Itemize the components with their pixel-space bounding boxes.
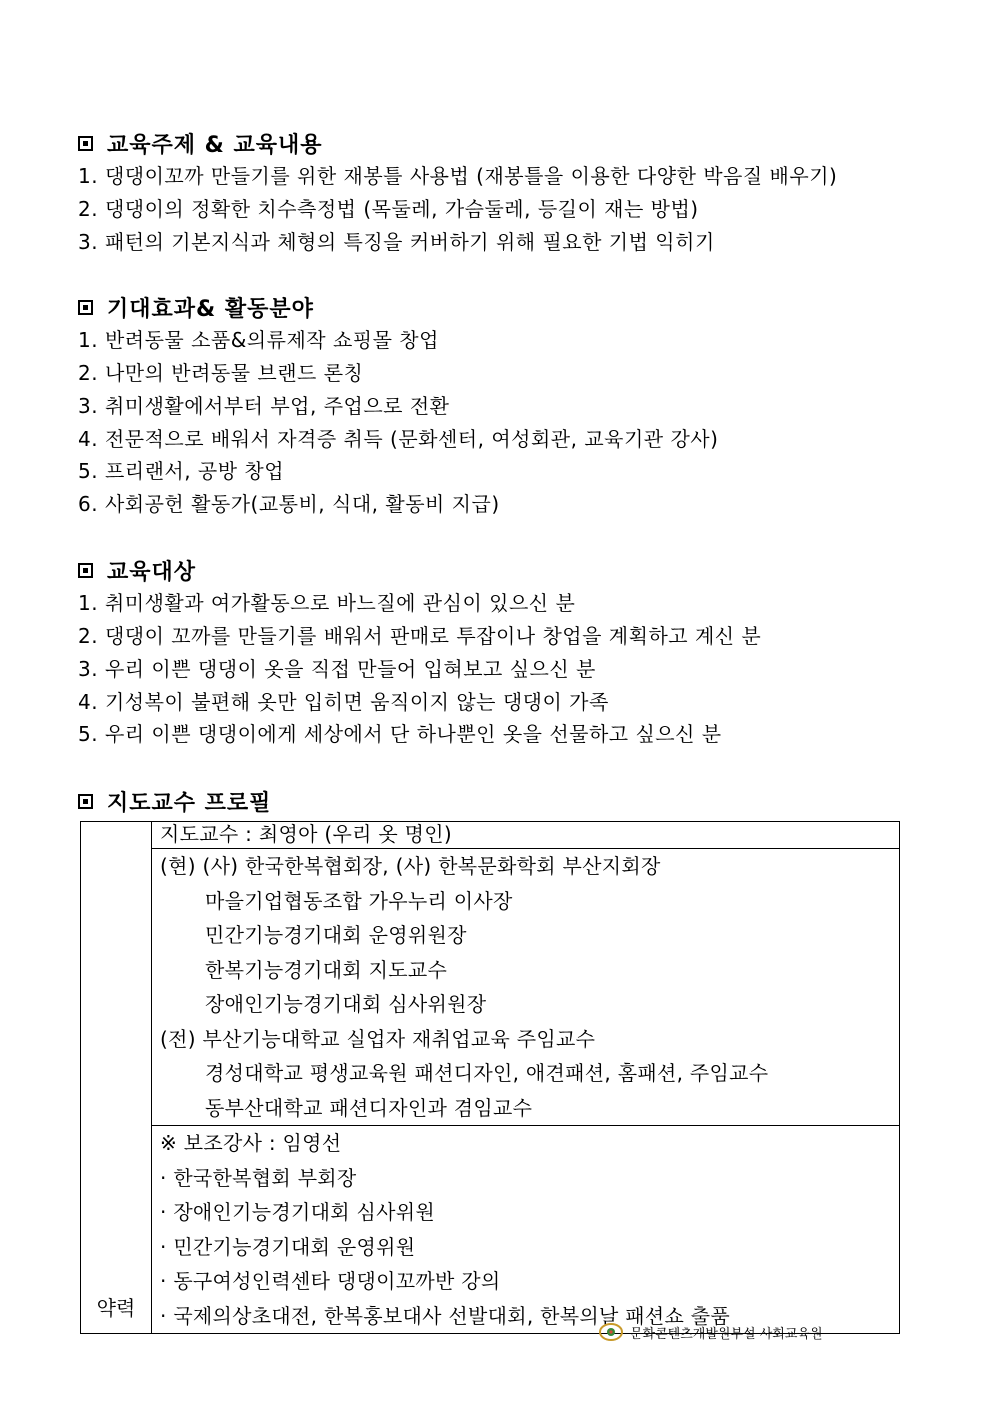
career-cell (152, 849, 900, 1126)
professor-cell (152, 822, 900, 849)
career-item: (전) 부산기능대학교 실업자 재취업교육 주임교수 (160, 1026, 596, 1051)
list-item: 4. 기성복이 불편해 옷만 입히면 움직이지 않는 댕댕이 가족 (78, 690, 609, 714)
assistant-title: ※ 보조강사 : 임영선 (160, 1131, 342, 1155)
assistant-item: · 한국한복협회 부회장 (160, 1165, 357, 1190)
list-item: 5. 우리 이쁜 댕댕이에게 세상에서 단 하나뿐인 옷을 선물하고 싶으신 분 (78, 722, 722, 746)
assistant-item: · 동구여성인력센타 댕댕이꼬까반 강의 (160, 1269, 501, 1293)
career-item: 경성대학교 평생교육원 패션디자인, 애견패션, 홈패션, 주임교수 (205, 1061, 769, 1085)
assistant-item: · 민간기능경기대회 운영위원 (160, 1234, 416, 1259)
institution-logo-icon (598, 1322, 624, 1342)
career-item: 한복기능경기대회 지도교수 (205, 957, 448, 982)
square-bullet-icon (78, 300, 93, 315)
career-label: 약력 (81, 822, 152, 1334)
list-item: 5. 프리랜서, 공방 창업 (78, 459, 285, 483)
list-item: 1. 반려동물 소품&의류제작 쇼핑몰 창업 (78, 328, 439, 352)
square-bullet-icon (78, 563, 93, 578)
section-title-topic: 교육주제 & 교육내용 (78, 128, 323, 159)
assistant-item: · 장애인기능경기대회 심사위원 (160, 1200, 436, 1224)
section-title-target: 교육대상 (78, 555, 196, 586)
career-item: 장애인기능경기대회 심사위원장 (205, 992, 487, 1016)
list-item: 2. 댕댕이의 정확한 치수측정법 (목둘레, 가슴둘레, 등길이 재는 방법) (78, 197, 699, 221)
career-item: (현) (사) 한국한복협회장, (사) 한복문화학회 부산지회장 (160, 854, 661, 878)
list-item: 3. 패턴의 기본지식과 체형의 특징을 커버하기 위해 필요한 기법 익히기 (78, 230, 715, 254)
professor-name: 지도교수 : 최영아 (우리 옷 명인) (160, 822, 452, 846)
career-item: 마을기업협동조합 가우누리 이사장 (205, 888, 513, 913)
section-title-profile: 지도교수 프로필 (78, 786, 271, 817)
section-title-effects: 기대효과& 활동분야 (78, 292, 314, 323)
list-item: 6. 사회공헌 활동가(교통비, 식대, 활동비 지급) (78, 492, 500, 516)
assistant-cell (152, 1126, 900, 1334)
square-bullet-icon (78, 794, 93, 809)
career-item: 동부산대학교 패션디자인과 겸임교수 (205, 1095, 533, 1120)
square-bullet-icon (78, 136, 93, 151)
list-item: 1. 취미생활과 여가활동으로 바느질에 관심이 있으신 분 (78, 591, 576, 615)
assistant-item: · 국제의상초대전, 한복홍보대사 선발대회, 한복의날 패션쇼 출품 (160, 1303, 731, 1328)
list-item: 1. 댕댕이꼬까 만들기를 위한 재봉틀 사용법 (재봉틀을 이용한 다양한 박음질 배우기) (78, 164, 838, 188)
list-item: 2. 댕댕이 꼬까를 만들기를 배워서 판매로 투잡이나 창업을 계획하고 계신 분 (78, 624, 762, 648)
list-item: 4. 전문적으로 배워서 자격증 취득 (문화센터, 여성회관, 교육기관 강사) (78, 427, 719, 451)
footer (598, 1322, 823, 1342)
list-item: 3. 우리 이쁜 댕댕이 옷을 직접 만들어 입혀보고 싶으신 분 (78, 657, 596, 681)
profile-table (80, 821, 900, 1334)
career-item: 민간기능경기대회 운영위원장 (205, 923, 467, 947)
list-item: 2. 나만의 반려동물 브랜드 론칭 (78, 361, 364, 385)
footer-text: 문화콘텐츠개발원부설 사회교육원 (630, 1326, 823, 1342)
list-item: 3. 취미생활에서부터 부업, 주업으로 전환 (78, 394, 450, 418)
